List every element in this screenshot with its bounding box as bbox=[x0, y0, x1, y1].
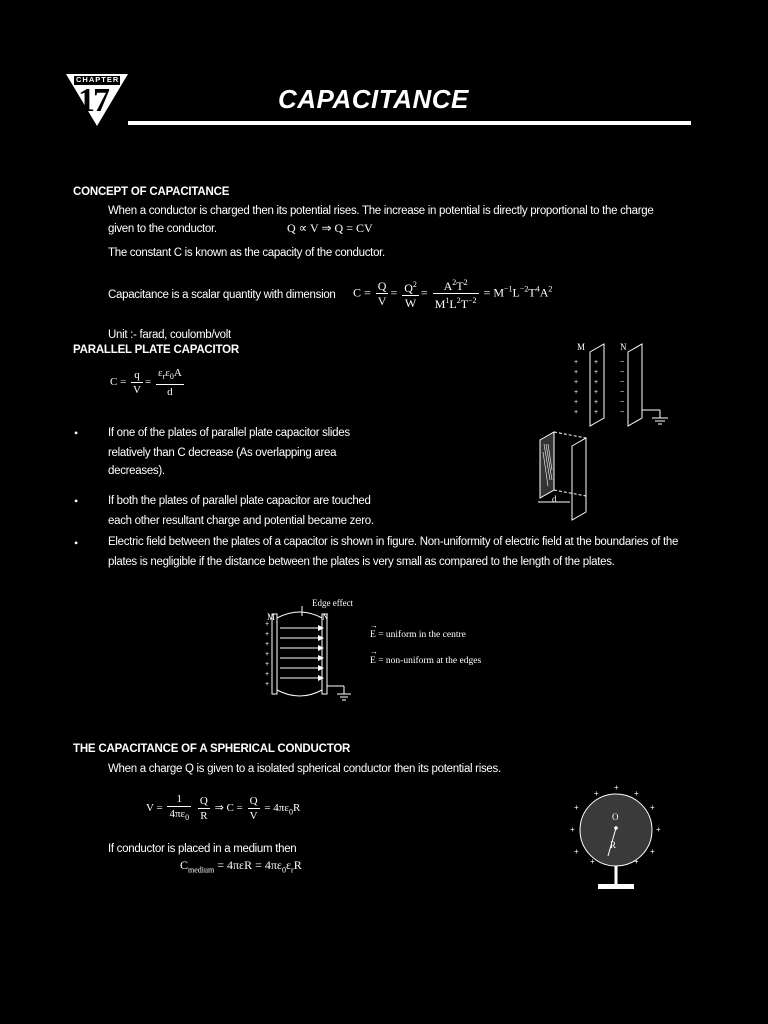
concept-constant: The constant C is known as the capacity of the conductor. bbox=[108, 247, 385, 259]
bullet-3-line-1: Electric field between the plates of a capacitor is shown in figure. Non-uniformity of electric field at the boundaries of the bbox=[108, 536, 679, 548]
sphere-label-r: R bbox=[610, 840, 617, 850]
chapter-number: 17 bbox=[78, 82, 108, 119]
bullet-1-line-1: If one of the plates of parallel plate capacitor slides bbox=[108, 427, 350, 439]
section-heading-spherical: THE CAPACITANCE OF A SPHERICAL CONDUCTOR bbox=[73, 743, 351, 755]
svg-text:+: + bbox=[265, 641, 270, 648]
svg-text:+: + bbox=[265, 661, 270, 668]
bullet-1: • bbox=[74, 426, 79, 440]
parallel-plate-formula: C = $\frac{q}{V}$ = $\frac{\varepsilon_r\varepsilon_0A}{d}$ bbox=[110, 367, 182, 399]
concept-scalar-text: Capacitance is a scalar quantity with dimension bbox=[108, 289, 336, 301]
svg-text:−: − bbox=[620, 369, 625, 376]
svg-text:−: − bbox=[620, 409, 625, 416]
svg-text:+: + bbox=[594, 789, 599, 798]
svg-text:−: − bbox=[620, 389, 625, 396]
svg-text:+: + bbox=[594, 379, 599, 386]
bullet-3: • bbox=[74, 536, 79, 550]
svg-text:+: + bbox=[594, 369, 599, 376]
chapter-badge bbox=[64, 72, 130, 128]
parallel-plate-figure bbox=[530, 340, 680, 522]
concept-line-2: given to the conductor. bbox=[108, 223, 217, 235]
svg-text:+: + bbox=[265, 681, 270, 688]
spherical-formula: V = $\frac{1}{4\pi\varepsilon_0}$ $\frac{Q}{R}$ ⇒ C = $\frac{Q}{V}$ = $4\pi\varepsilon_0R$ bbox=[146, 793, 301, 823]
bullet-2: • bbox=[74, 494, 79, 508]
svg-text:+: + bbox=[650, 847, 655, 856]
bullet-2-line-2: each other resultant charge and potential became zero. bbox=[108, 515, 374, 527]
title-underline bbox=[128, 121, 691, 125]
svg-text:+: + bbox=[574, 409, 579, 416]
svg-text:+: + bbox=[594, 389, 599, 396]
section-heading-concept: CONCEPT OF CAPACITANCE bbox=[73, 186, 230, 198]
edge-effect-diagram bbox=[262, 596, 362, 706]
svg-text:+: + bbox=[265, 631, 270, 638]
fig-label-n: N bbox=[620, 342, 627, 352]
edge-effect-caption: Edge effect bbox=[312, 598, 354, 608]
svg-text:+: + bbox=[574, 847, 579, 856]
page-title: CAPACITANCE bbox=[278, 84, 469, 114]
svg-text:−: − bbox=[620, 359, 625, 366]
bullet-3-line-2: plates is negligible if the distance between the plates is very small as compared to the length of the plates. bbox=[108, 556, 615, 568]
svg-text:+: + bbox=[574, 359, 579, 366]
edge-label-n: N bbox=[322, 612, 329, 622]
svg-text:+: + bbox=[634, 789, 639, 798]
svg-text:+: + bbox=[574, 379, 579, 386]
sphere-label-o: O bbox=[612, 812, 619, 822]
svg-text:−: − bbox=[620, 399, 625, 406]
e-uniform-text: E → = uniform in the centre bbox=[370, 621, 466, 640]
bullet-1-line-3: decreases). bbox=[108, 465, 165, 477]
svg-text:+: + bbox=[570, 825, 575, 834]
svg-text:+: + bbox=[265, 671, 270, 678]
fig-label-d: d bbox=[552, 494, 557, 504]
svg-text:+: + bbox=[634, 857, 639, 866]
spherical-line-1: When a charge Q is given to a isolated spherical conductor then its potential rises. bbox=[108, 763, 501, 775]
medium-capacitance-formula: $C_{medium} = 4\pi\varepsilon R = 4\pi\varepsilon_0\varepsilon_rR$ bbox=[180, 858, 302, 875]
svg-text:+: + bbox=[574, 803, 579, 812]
section-heading-parallel: PARALLEL PLATE CAPACITOR bbox=[73, 344, 239, 356]
svg-text:+: + bbox=[594, 399, 599, 406]
concept-relation: Q ∝ V ⇒ Q = CV bbox=[287, 221, 373, 235]
svg-text:+: + bbox=[265, 621, 270, 628]
svg-text:+: + bbox=[594, 409, 599, 416]
spherical-medium-text: If conductor is placed in a medium then bbox=[108, 843, 297, 855]
fig-label-m: M bbox=[577, 342, 586, 352]
svg-text:+: + bbox=[656, 825, 661, 834]
svg-text:−: − bbox=[620, 379, 625, 386]
svg-text:+: + bbox=[574, 369, 579, 376]
spherical-conductor-figure bbox=[570, 784, 660, 896]
svg-text:+: + bbox=[574, 389, 579, 396]
svg-text:+: + bbox=[594, 359, 599, 366]
concept-line-1: When a conductor is charged then its potential rises. The increase in potential is directly proportional to the charge bbox=[108, 205, 654, 217]
edge-label-m: M bbox=[267, 612, 276, 622]
bullet-1-line-2: relatively than C decrease (As overlapping area bbox=[108, 447, 337, 459]
svg-text:+: + bbox=[650, 803, 655, 812]
svg-text:+: + bbox=[265, 651, 270, 658]
e-nonuniform-text: E → = non-uniform at the edges bbox=[370, 647, 482, 666]
bullet-2-line-1: If both the plates of parallel plate capacitor are touched bbox=[108, 495, 371, 507]
svg-text:+: + bbox=[590, 857, 595, 866]
svg-text:+: + bbox=[574, 399, 579, 406]
concept-unit: Unit :- farad, coulomb/volt bbox=[108, 329, 231, 341]
capacitance-dimension-formula: C = $\frac{Q}{V}$ = $\frac{Q^2}{W}$ = $\frac{A^2T^2}{M^1L^2T^{-2}}$ = $M^{-1}L^{-2}T^4A^2$ bbox=[353, 278, 553, 311]
svg-text:+: + bbox=[614, 783, 619, 792]
edge-effect-figure bbox=[262, 596, 522, 706]
chapter-label: CHAPTER bbox=[76, 75, 120, 84]
